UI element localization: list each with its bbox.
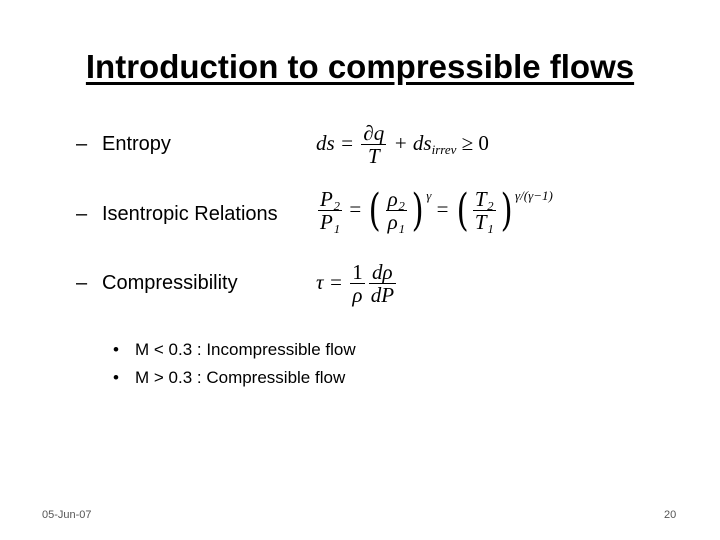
fraction: $\frac{\text{ρ₂}}{\text{ρ₁}}$: [387, 187, 406, 235]
footer-date: 05-Jun-07: [42, 509, 92, 521]
dash-marker: –: [76, 133, 88, 155]
fraction: $\frac{\partial q}{T}$: [363, 121, 385, 169]
bullet-label: Compressibility: [102, 272, 238, 294]
fraction: $\frac{\text{T₂}}{\text{T₁}}$: [474, 187, 494, 235]
slide-title: Introduction to compressible flows: [85, 48, 635, 85]
page-number: 20: [664, 509, 677, 521]
bullet-isentropic: [76, 203, 278, 226]
compressibility-equation: τ = $\frac{1}{\rho}$ $\frac{d\rho}{dP}$: [316, 260, 395, 308]
entropy-equation: ds = $\frac{\partial q}{T}$ + $ds_{irrev} \ge 0$: [316, 121, 489, 169]
sub-bullet-compressible: • M > 0.3 : Compressible flow: [113, 368, 346, 387]
bullet-compressibility: [76, 272, 238, 295]
bullet-dot: •: [113, 340, 119, 359]
bullet-dot: •: [113, 368, 119, 387]
bullet-entropy: [76, 133, 171, 156]
dash-marker: –: [76, 272, 88, 294]
bullet-label: Entropy: [102, 133, 171, 155]
sub-bullet-incompressible: • M < 0.3 : Incompressible flow: [113, 340, 356, 359]
fraction: $\frac{\text{P₂}}{\text{P₁}}$: [320, 187, 341, 235]
bullet-label: Isentropic Relations: [102, 203, 278, 225]
isentropic-equation: $\frac{\text{P₂}}{\text{P₁}}$ = ( $\frac{\text{ρ₂}}{\text{ρ₁}}$ ) $^\gamma$ = ( $\frac{\text{T₂}}{\text{T₁}}$ ) $^{\gamma/(\gamma-1)}$: [320, 185, 553, 237]
fraction: $\frac{1}{\rho}$: [352, 260, 363, 308]
dash-marker: –: [76, 203, 88, 225]
fraction: $\frac{d\rho}{dP}$: [370, 260, 395, 308]
